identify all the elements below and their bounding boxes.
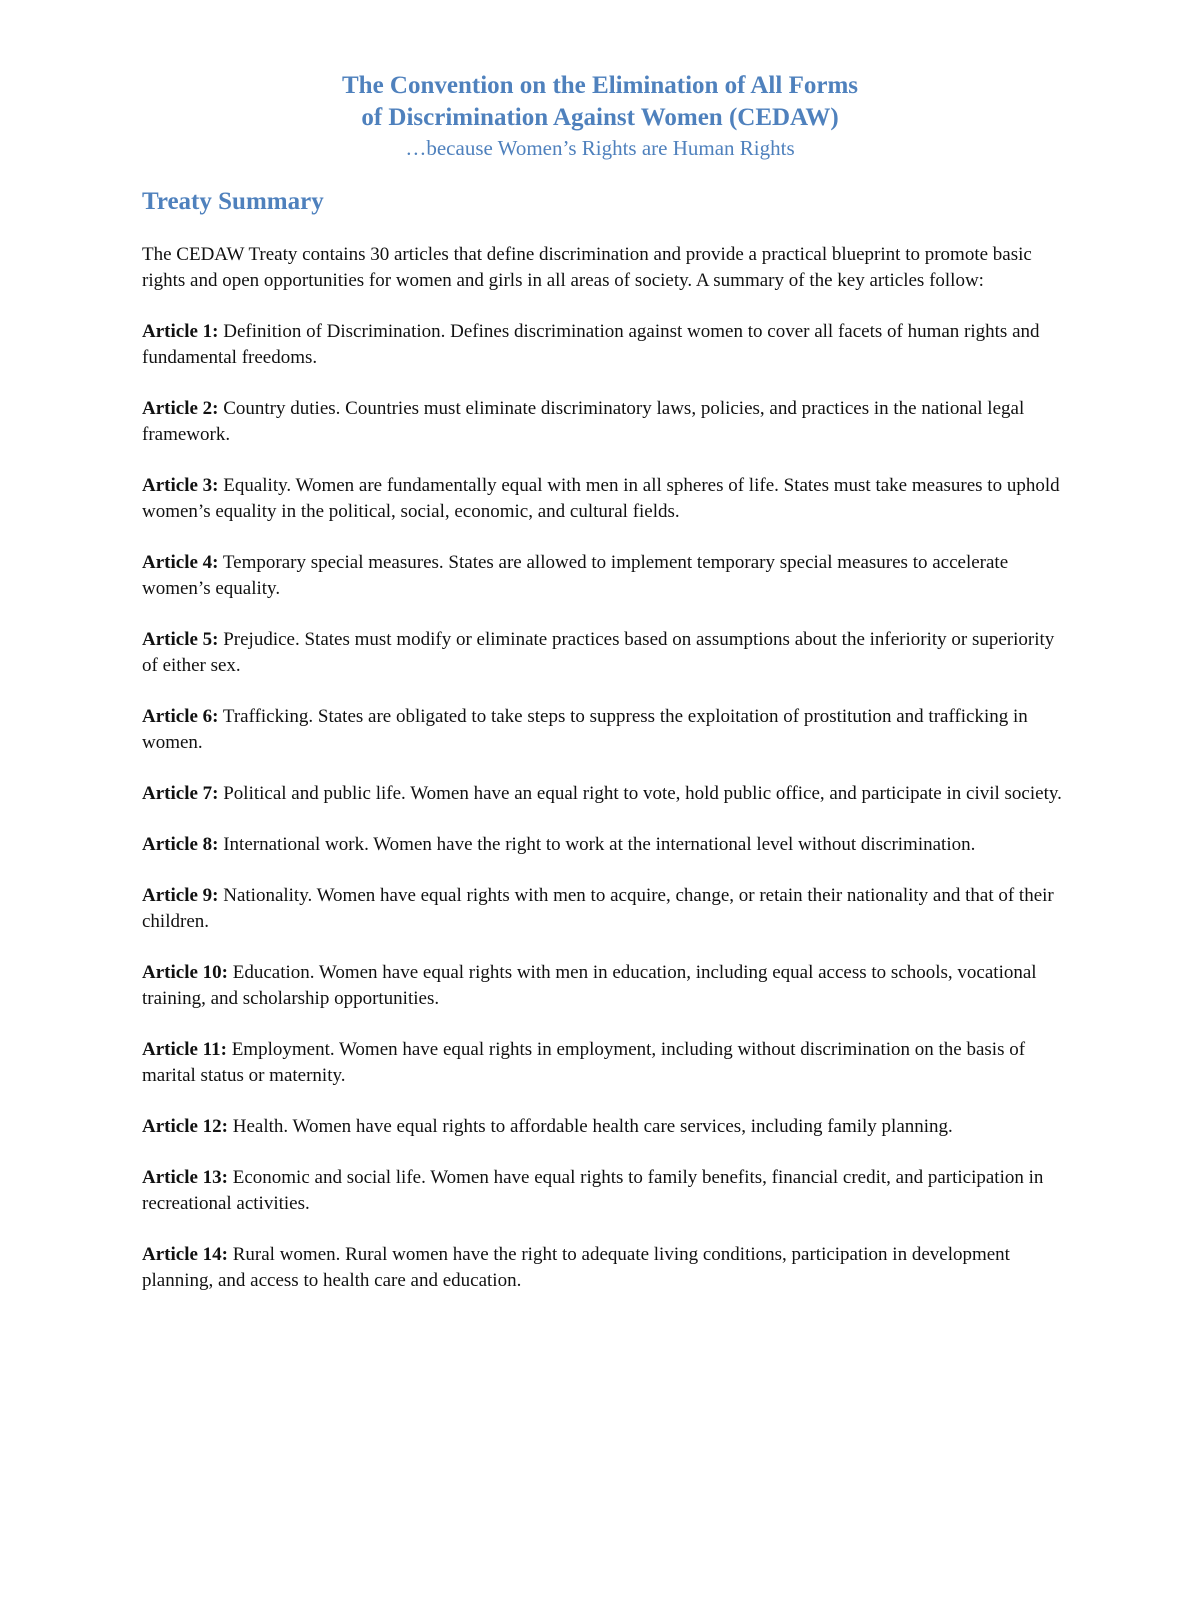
article-label: Article 13:: [142, 1167, 228, 1188]
article-label: Article 1:: [142, 321, 219, 342]
document-subtitle: …because Women’s Rights are Human Rights: [405, 136, 795, 160]
article-text: Rural women. Rural women have the right to adequate living conditions, participation in development planning, and access to health care and education.: [142, 1244, 1010, 1291]
title-block: [0, 70, 1200, 162]
article-label: Article 12:: [142, 1116, 228, 1137]
article-text: Temporary special measures. States are allowed to implement temporary special measures to accelerate women’s equality.: [142, 552, 1009, 599]
article-paragraph: [142, 1114, 1062, 1140]
article-text: International work. Women have the right to work at the international level without discrimination.: [218, 834, 976, 855]
section-heading: Treaty Summary: [142, 188, 324, 215]
intro-paragraph: The CEDAW Treaty contains 30 articles that define discrimination and provide a practical blueprint to promote basic rights and open opportunities for women and girls in all areas of society. A summary of the key articles follow:: [142, 244, 1032, 291]
article-label: Article 8:: [142, 834, 219, 855]
article-text: Education. Women have equal rights with men in education, including equal access to schools, vocational training, and scholarship opportunities.: [142, 962, 1037, 1009]
article-paragraph: [142, 396, 1062, 448]
article-paragraph: [142, 1165, 1062, 1217]
article-label: Article 4:: [142, 552, 219, 573]
article-paragraph: [142, 550, 1062, 602]
article-text: Employment. Women have equal rights in employment, including without discrimination on the basis of marital status or maternity.: [142, 1039, 1026, 1086]
article-text: Definition of Discrimination. Defines discrimination against women to cover all facets of human rights and fundamental freedoms.: [142, 321, 1040, 368]
article-paragraph: [142, 960, 1062, 1012]
article-text: Nationality. Women have equal rights with men to acquire, change, or retain their nationality and that of their children.: [142, 885, 1054, 932]
document-body: [142, 242, 1062, 1319]
article-label: Article 9:: [142, 885, 219, 906]
article-paragraph: [142, 1242, 1062, 1294]
article-text: Health. Women have equal rights to affordable health care services, including family planning.: [227, 1116, 953, 1137]
article-label: Article 7:: [142, 783, 219, 804]
article-text: Economic and social life. Women have equal rights to family benefits, financial credit, and participation in recreational activities.: [142, 1167, 1044, 1214]
article-label: Article 2:: [142, 398, 219, 419]
article-paragraph: [142, 704, 1062, 756]
article-label: Article 5:: [142, 629, 219, 650]
article-paragraph: [142, 832, 1062, 858]
document-title-line-1: The Convention on the Elimination of All Forms: [341, 72, 858, 99]
article-text: Prejudice. States must modify or eliminate practices based on assumptions about the inferiority or superiority of either sex.: [142, 629, 1055, 676]
article-label: Article 14:: [142, 1244, 228, 1265]
article-paragraph: [142, 781, 1062, 807]
article-paragraph: [142, 319, 1062, 371]
article-paragraph: [142, 627, 1062, 679]
article-text: Country duties. Countries must eliminate discriminatory laws, policies, and practices in the national legal framework.: [142, 398, 1025, 445]
article-text: Equality. Women are fundamentally equal with men in all spheres of life. States must take measures to uphold women’s equality in the political, social, economic, and cultural fields.: [142, 475, 1060, 522]
article-label: Article 10:: [142, 962, 228, 983]
article-paragraph: [142, 883, 1062, 935]
article-text: Political and public life. Women have an equal right to vote, hold public office, and participate in civil society.: [218, 783, 1062, 804]
article-label: Article 11:: [142, 1039, 227, 1060]
article-paragraph: [142, 1037, 1062, 1089]
article-paragraph: [142, 473, 1062, 525]
article-text: Trafficking. States are obligated to take steps to suppress the exploitation of prostitution and trafficking in women.: [142, 706, 1028, 753]
document-title-line-2: of Discrimination Against Women (CEDAW): [361, 104, 839, 131]
article-label: Article 3:: [142, 475, 219, 496]
article-label: Article 6:: [142, 706, 219, 727]
